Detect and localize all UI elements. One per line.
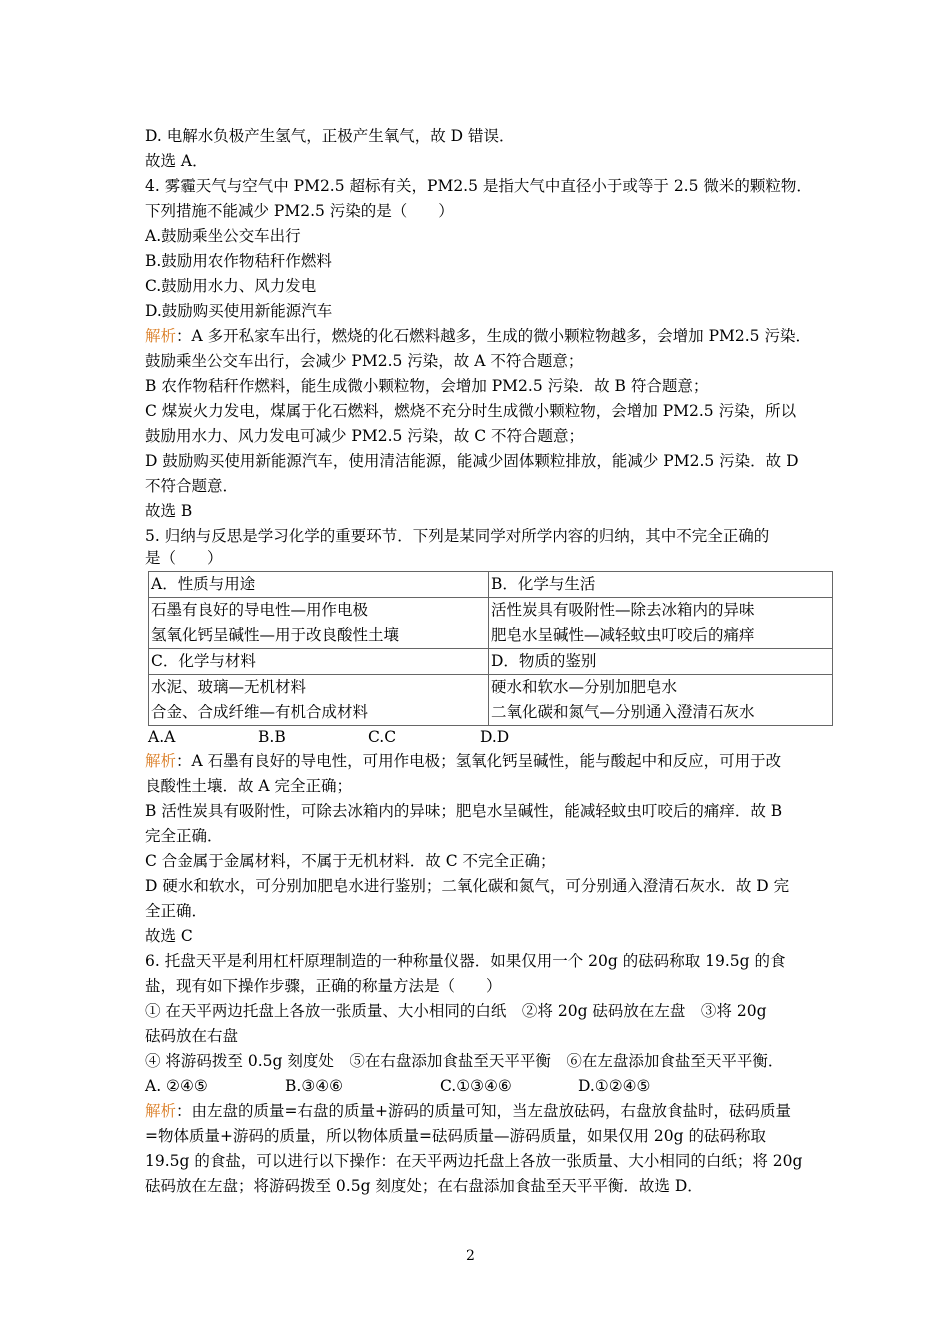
- question-6-option-b: B.③④⑥: [285, 1077, 344, 1095]
- question-6-option-d: D.①②④⑤: [578, 1077, 651, 1095]
- question-6-steps: ① 在天平两边托盘上各放一张质量、大小相同的白纸 ②将 20g 砝码放在左盘 ③将 20g: [145, 1002, 767, 1020]
- question-6-steps: 砝码放在右盘: [145, 1027, 239, 1045]
- question-5-table: [148, 571, 833, 726]
- table-cell-c-body: [149, 675, 489, 726]
- question-5-option-b: B.B: [258, 728, 286, 746]
- analysis-text: 鼓励用水力、风力发电可减少 PM2.5 污染，故 C 不符合题意；: [145, 427, 585, 445]
- table-cell-d-body: [489, 675, 833, 726]
- analysis-text: D 鼓励购买使用新能源汽车，使用清洁能源，能减少固体颗粒排放，能减少 PM2.5 污染．故 D: [145, 452, 799, 470]
- analysis-label: 解析: [145, 327, 177, 345]
- page-number: 2: [466, 1248, 475, 1264]
- question-4-stem: 4. 雾霾天气与空气中 PM2.5 超标有关，PM2.5 是指大气中直径小于或等于 2.5 微米的颗粒物．: [145, 177, 812, 195]
- question-5-analysis: [145, 750, 781, 772]
- table-cell-line: 活性炭具有吸附性—除去冰箱内的异味: [491, 601, 755, 619]
- text-line: 故选 A．: [145, 152, 208, 170]
- analysis-text: =物体质量+游码的质量，所以物体质量=砝码质量—游码质量，如果仅用 20g 的砝码称取: [145, 1127, 766, 1145]
- table-cell-c-title: C．化学与材料: [149, 649, 489, 675]
- analysis-text: C 煤炭火力发电，煤属于化石燃料，燃烧不充分时生成微小颗粒物，会增加 PM2.5 污染，所以: [145, 402, 797, 420]
- question-4-option-a: A.鼓励乘坐公交车出行: [145, 227, 301, 245]
- analysis-text: 全正确．: [145, 902, 208, 920]
- analysis-text: 完全正确．: [145, 827, 223, 845]
- analysis-text: D 硬水和软水，可分别加肥皂水进行鉴别；二氧化碳和氮气，可分别通入澄清石灰水．故 D 完: [145, 877, 790, 895]
- analysis-text: 19.5g 的食盐，可以进行以下操作：在天平两边托盘上各放一张质量、大小相同的白纸；将 20g: [145, 1152, 803, 1170]
- question-4-option-d: D.鼓励购买使用新能源汽车: [145, 302, 333, 320]
- question-6-analysis: [145, 1100, 791, 1122]
- question-4-stem: 下列措施不能减少 PM2.5 污染的是（ ）: [145, 202, 454, 220]
- table-cell-d-title: D．物质的鉴别: [489, 649, 833, 675]
- table-cell-b-body: [489, 598, 833, 649]
- table-cell-line: 二氧化碳和氮气—分别通入澄清石灰水: [491, 703, 755, 721]
- question-6-option-a: A. ②④⑤: [145, 1077, 208, 1095]
- analysis-label: 解析: [145, 752, 177, 770]
- question-6-steps: ④ 将游码拨至 0.5g 刻度处 ⑤在右盘添加食盐至天平平衡 ⑥在左盘添加食盐至天平平衡．: [145, 1052, 784, 1070]
- question-4-option-b: B.鼓励用农作物秸秆作燃料: [145, 252, 332, 270]
- answer-line: 故选 C: [145, 927, 193, 945]
- analysis-text: ：A 石墨有良好的导电性，可用作电极；氢氧化钙呈碱性，能与酸起中和反应，可用于改: [176, 752, 782, 770]
- question-5-option-a: A.A: [148, 728, 176, 746]
- question-4-analysis: [145, 325, 811, 347]
- analysis-text: 鼓励乘坐公交车出行，会减少 PM2.5 污染，故 A 不符合题意；: [145, 352, 584, 370]
- analysis-text: B 农作物秸秆作燃料，能生成微小颗粒物，会增加 PM2.5 污染．故 B 符合题意；: [145, 377, 709, 395]
- text-line: D. 电解水负极产生氢气，正极产生氧气，故 D 错误．: [145, 127, 515, 145]
- question-5-option-c: C.C: [368, 728, 397, 746]
- analysis-label: 解析: [145, 1102, 177, 1120]
- analysis-text: B 活性炭具有吸附性，可除去冰箱内的异味；肥皂水呈碱性，能减轻蚊虫叮咬后的痛痒．故 B: [145, 802, 783, 820]
- table-cell-b-title: B．化学与生活: [489, 572, 833, 598]
- analysis-text: 良酸性土壤．故 A 完全正确；: [145, 777, 353, 795]
- analysis-text: 不符合题意．: [145, 477, 239, 495]
- table-cell-line: 水泥、玻璃—无机材料: [151, 678, 307, 696]
- analysis-text: 砝码放在左盘；将游码拨至 0.5g 刻度处；在右盘添加食盐至天平平衡．故选 D．: [145, 1177, 703, 1195]
- question-6-stem: 6. 托盘天平是利用杠杆原理制造的一种称量仪器．如果仅用一个 20g 的砝码称取 19.5g 的食: [145, 952, 786, 970]
- question-5-stem: 是（ ）: [145, 549, 223, 567]
- analysis-text: C 合金属于金属材料，不属于无机材料．故 C 不完全正确；: [145, 852, 556, 870]
- question-4-option-c: C.鼓励用水力、风力发电: [145, 277, 317, 295]
- question-6-option-c: C.①③④⑥: [440, 1077, 512, 1095]
- question-5-stem: 5. 归纳与反思是学习化学的重要环节．下列是某同学对所学内容的归纳，其中不完全正确的: [145, 527, 770, 545]
- table-cell-line: 肥皂水呈碱性—减轻蚊虫叮咬后的痛痒: [491, 626, 755, 644]
- table-cell-a-title: A．性质与用途: [149, 572, 489, 598]
- table-cell-line: 合金、合成纤维—有机合成材料: [151, 703, 369, 721]
- question-5-option-d: D.D: [480, 728, 510, 746]
- table-cell-line: 石墨有良好的导电性—用作电极: [151, 601, 369, 619]
- table-cell-a-body: [149, 598, 489, 649]
- answer-line: 故选 B: [145, 502, 193, 520]
- table-cell-line: 氢氧化钙呈碱性—用于改良酸性土壤: [151, 626, 400, 644]
- question-6-stem: 盐，现有如下操作步骤，正确的称量方法是（ ）: [145, 977, 502, 995]
- analysis-text: ：由左盘的质量=右盘的质量+游码的质量可知，当左盘放砝码，右盘放食盐时，砝码质量: [176, 1102, 791, 1120]
- table-cell-line: 硬水和软水—分别加肥皂水: [491, 678, 678, 696]
- analysis-text: ：A 多开私家车出行，燃烧的化石燃料越多，生成的微小颗粒物越多，会增加 PM2.5 污染．: [176, 327, 811, 345]
